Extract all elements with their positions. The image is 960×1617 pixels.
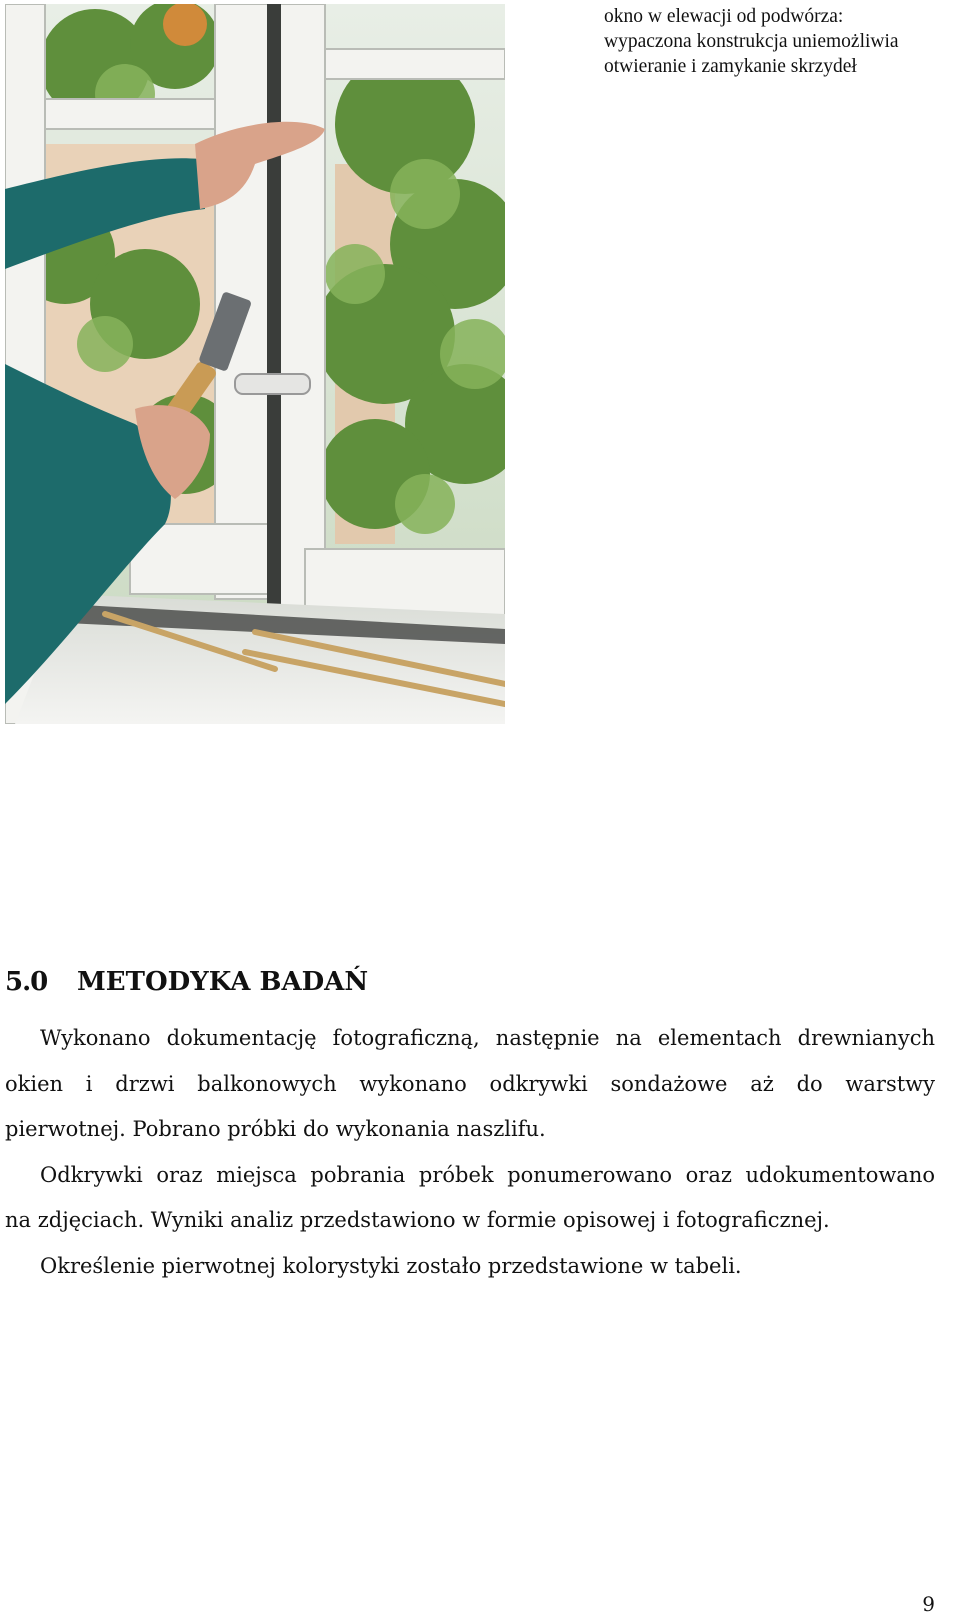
section-number: 5.0 <box>5 967 48 997</box>
paragraph-line: pierwotnej. Pobrano próbki do wykonania naszlifu. <box>5 1117 546 1141</box>
body-text <box>5 1016 935 1289</box>
section-title: METODYKA BADAŃ <box>77 967 369 997</box>
photo-illustration <box>5 4 505 724</box>
caption-line: wypaczona konstrukcja uniemożliwia <box>604 31 899 52</box>
paragraph-line: okien i drzwi balkonowych wykonano odkrywki sondażowe aż do warstwy <box>5 1071 935 1096</box>
paragraph-line: Określenie pierwotnej kolorystyki zostało przedstawione w tabeli. <box>40 1253 742 1278</box>
window-inspection-photo <box>5 4 505 724</box>
caption-line: okno w elewacji od podwórza: <box>604 6 844 27</box>
paragraph-line: na zdjęciach. Wyniki analiz przedstawiono w formie opisowej i fotograficznej. <box>5 1208 830 1232</box>
page-number: 9 <box>922 1592 935 1616</box>
paragraph-line: Odkrywki oraz miejsca pobrania próbek ponumerowano oraz udokumentowano <box>40 1162 935 1187</box>
paragraph-line: Wykonano dokumentację fotograficzną, następnie na elementach drewnianych <box>40 1026 935 1050</box>
photo-caption <box>604 4 960 79</box>
caption-line: otwieranie i zamykanie skrzydeł <box>604 56 857 77</box>
section-heading <box>5 965 705 999</box>
